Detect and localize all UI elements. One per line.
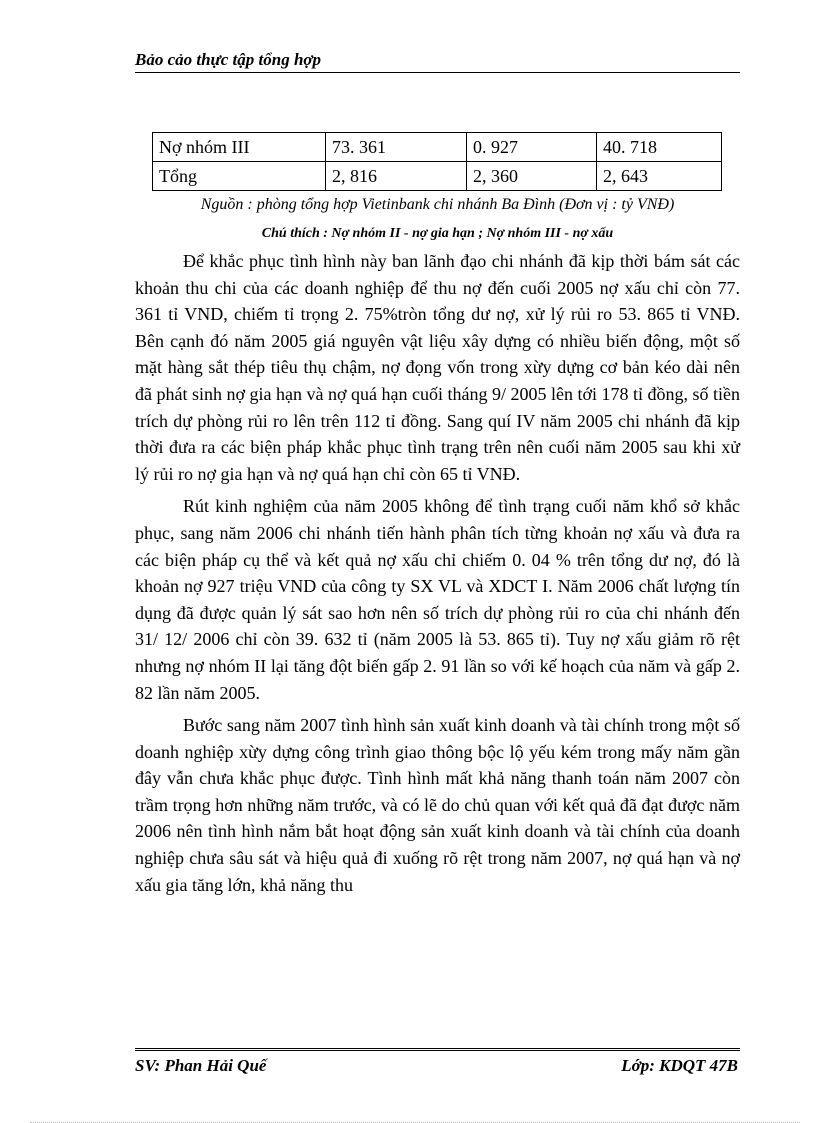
footer-divider bbox=[135, 1048, 740, 1051]
table-cell: 0. 927 bbox=[467, 133, 597, 162]
table-cell: Tổng bbox=[153, 162, 326, 191]
table-source-caption: Nguồn : phòng tổng hợp Vietinbank chi nhánh Ba Đình (Đơn vị : tỷ VNĐ) bbox=[200, 196, 675, 213]
footer-class-label: Lớp: KDQT 47B bbox=[621, 1056, 738, 1075]
table-row bbox=[153, 162, 722, 191]
footer-student-name: SV: Phan Hải Quế bbox=[135, 1056, 267, 1075]
page-header-title: Bảo cảo thực tập tổng hợp bbox=[135, 50, 322, 69]
table-row bbox=[153, 133, 722, 162]
table-cell: 73. 361 bbox=[326, 133, 467, 162]
header-divider bbox=[135, 72, 740, 73]
paragraph: Bước sang năm 2007 tình hình sản xuất kinh doanh và tài chính trong một số doanh nghiệp xừy dựng công trình giao thông bộc lộ yếu kém trong mấy năm gần đây vẫn chưa khắc phục được. Tình hình mất khả năng thanh toán năm 2007 còn trầm trọng hơn những năm trước, và có lẽ do chủ quan với kết quả đã đạt được năm 2006 nên tình hình nắm bắt hoạt động sản xuất kinh doanh và tài chính của doanh nghiệp chưa sâu sát và hiệu quả đi xuống rõ rệt trong năm 2007, nợ quá hạn và nợ xấu gia tăng lớn, khả năng thu bbox=[135, 715, 740, 895]
table-cell: 2, 360 bbox=[467, 162, 597, 191]
table-cell: 2, 643 bbox=[597, 162, 722, 191]
table-cell: 40. 718 bbox=[597, 133, 722, 162]
table-cell: Nợ nhóm III bbox=[153, 133, 326, 162]
paragraph: Rút kinh nghiệm của năm 2005 không để tình trạng cuối năm khổ sở khắc phục, sang năm 2006 chi nhánh tiến hành phân tích từng khoản nợ xấu và đưa ra các biện pháp cụ thể và kết quả nợ xấu chỉ chiếm 0. 04 % trên tổng dư nợ, đó là khoản nợ 927 triệu VND của công ty SX VL và XDCT I. Năm 2006 chất lượng tín dụng đã được quản lý sát sao hơn nên số trích dự phòng rủi ro của chi nhánh đến 31/ 12/ 2006 chỉ còn 39. 632 tỉ (năm 2005 là 53. 865 tỉ). Tuy nợ xấu giảm rõ rệt nhưng nợ nhóm II lại tăng đột biến gấp 2. 91 lần so với kế hoạch của năm và gấp 2. 82 lần năm 2005. bbox=[135, 496, 740, 703]
paragraph: Để khắc phục tình hình này ban lãnh đạo chi nhánh đã kịp thời bám sát các khoản thu chi của các doanh nghiệp để thu nợ đến cuối 2005 nợ xấu chỉ còn 77. 361 tỉ VND, chiếm tỉ trọng 2. 75%tròn tổng dư nợ, xử lý rủi ro 53. 865 tỉ VNĐ. Bên cạnh đó năm 2005 giá nguyên vật liệu xây dựng có nhiều biến động, một số mặt hàng sắt thép tiêu thụ chậm, nợ đọng vốn trong xừy dựng cơ bản kéo dài nên đã phát sinh nợ gia hạn và nợ quá hạn cuối tháng 9/ 2005 lên tới 178 tỉ đồng, số tiền trích dự phòng rủi ro lên trên 112 tỉ đồng. Sang quí IV năm 2005 chi nhánh đã kịp thời đưa ra các biện pháp khắc phục tình trạng trên nên cuối năm 2005 sau khi xử lý rủi ro nợ gia hạn và nợ quá hạn chỉ còn 65 tỉ VNĐ. bbox=[135, 251, 740, 484]
table-note-caption: Chú thích : Nợ nhóm II - nợ gia hạn ; Nợ nhóm III - nợ xấu bbox=[261, 226, 614, 241]
body-text bbox=[135, 248, 740, 904]
debt-table bbox=[152, 132, 722, 191]
table-cell: 2, 816 bbox=[326, 162, 467, 191]
